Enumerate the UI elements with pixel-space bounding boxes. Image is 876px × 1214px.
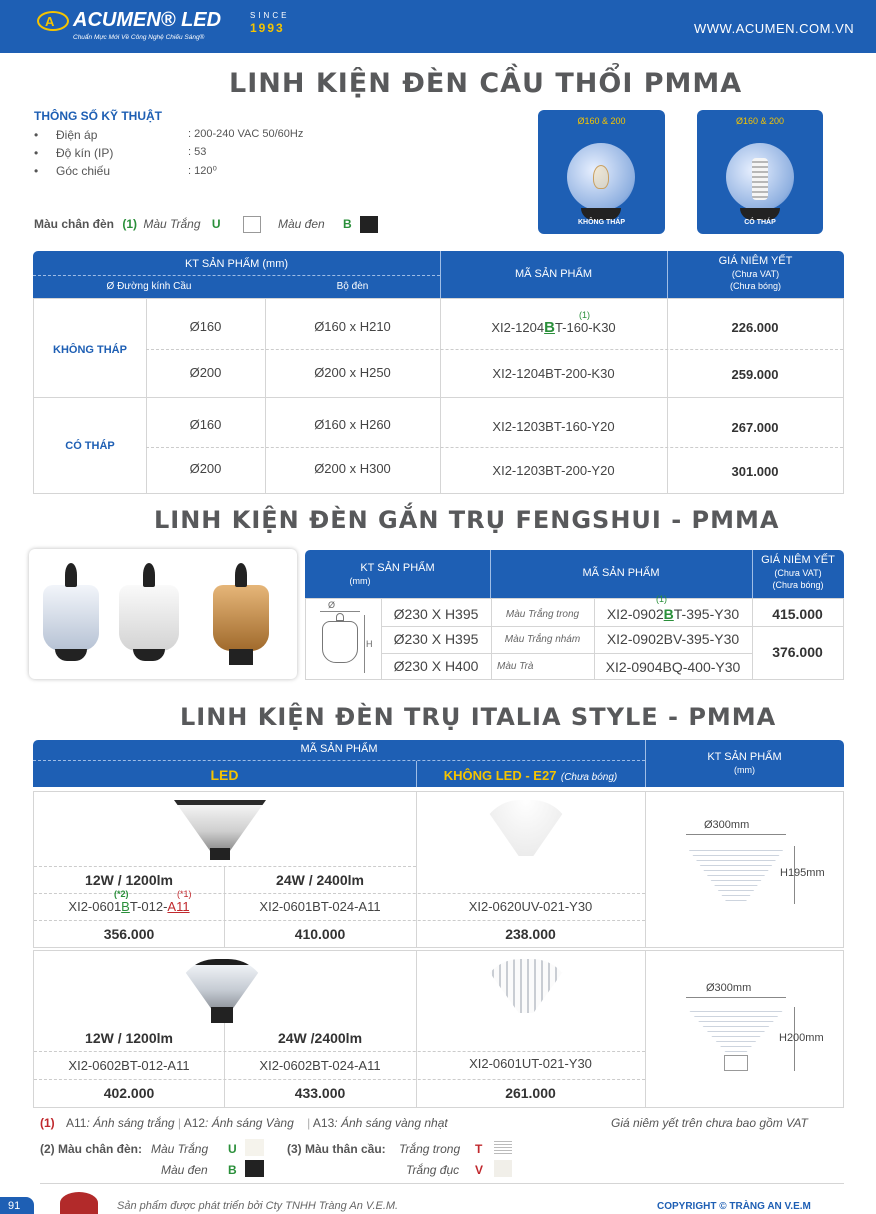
note-clear: Trắng trong: [399, 1142, 461, 1156]
note-light-colors: [40, 1116, 448, 1130]
price-cell: 238.000: [505, 926, 556, 942]
dia-cell: Ø200: [189, 461, 222, 476]
a13-text: : Ánh sáng vàng nhạt: [334, 1116, 448, 1130]
dia-cell: Ø200: [189, 365, 222, 380]
led-header: LED: [210, 767, 239, 783]
header-dash: [33, 275, 440, 276]
noled-lamp-icon: [480, 800, 572, 856]
note-black: Màu đen: [161, 1163, 208, 1177]
noled-sub: (Chưa bóng): [560, 772, 618, 783]
lamp-amber-icon: [213, 585, 269, 651]
note-ref: (1): [40, 1116, 55, 1130]
section1-title: LINH KIỆN ĐÈN CẦU THỔI PMMA: [229, 68, 743, 99]
footer-line: [40, 1183, 844, 1184]
lamp-clear-icon: [43, 585, 99, 651]
note-base-color: (2) Màu chân đèn:: [40, 1142, 143, 1156]
price-cell: 410.000: [294, 926, 346, 942]
size-cell: Ø230 X H395: [393, 606, 479, 622]
code-note: (*1): [177, 889, 192, 899]
lamp-base-icon: [229, 649, 253, 665]
size-cell: Ø230 X H400: [393, 658, 479, 674]
table1-body: [33, 298, 844, 494]
header-dash: [33, 760, 645, 761]
dia-line: [686, 997, 786, 998]
lamp-base-icon: [210, 848, 230, 860]
a12-text: : Ánh sáng Vàng: [205, 1116, 294, 1130]
header-divider: [645, 740, 646, 787]
product-photo-globe-no-tower: [538, 110, 665, 234]
size-cell: Ø160 x H260: [314, 417, 391, 432]
note-body-color: (3) Màu thân cầu:: [287, 1142, 386, 1156]
row-dash: [146, 447, 843, 448]
a13-code: A13: [312, 1116, 335, 1130]
price-cell: 415.000: [772, 606, 823, 622]
lamp-base-icon: [133, 649, 165, 661]
bulb-icon: [593, 165, 609, 189]
note-opaque-code: V: [475, 1163, 484, 1177]
size-cell: Ø230 X H395: [393, 631, 479, 647]
row-line: [34, 397, 843, 398]
spec-row: [34, 164, 434, 182]
white-swatch: [243, 216, 261, 233]
price-cell: 356.000: [103, 926, 155, 942]
note-white-code: U: [228, 1142, 237, 1156]
since-year: 1993: [250, 21, 285, 35]
cone-outline-icon: [686, 846, 786, 904]
row-line: [381, 626, 843, 627]
col-line: [416, 792, 417, 947]
code-cell: XI2-0602BT-012-A11: [68, 1058, 190, 1073]
fengshui-photo: [29, 549, 297, 679]
bullet-icon: •: [34, 128, 39, 142]
size-cell: Ø200 x H250: [314, 365, 391, 380]
price-header: GIÁ NIÊM YẾT: [718, 255, 793, 267]
price-cell: 402.000: [103, 1085, 155, 1101]
lamp-frosted-icon: [119, 585, 179, 651]
lamp-base-icon: [211, 1007, 233, 1023]
black-swatch: [245, 1160, 264, 1177]
white-label: Màu Trắng: [143, 217, 201, 231]
tower-bulb-icon: [752, 158, 768, 200]
black-code: B: [343, 217, 352, 231]
lantern-outline-icon: [322, 621, 358, 663]
height-line: [364, 615, 365, 673]
code-part: XI2-0902: [606, 606, 664, 622]
lamp-finial-icon: [143, 563, 155, 587]
a12-code: A12: [183, 1116, 206, 1130]
price-cell: 261.000: [505, 1085, 556, 1101]
post-outline-icon: [724, 1055, 748, 1071]
code-header: MÃ SẢN PHẨM: [514, 268, 592, 280]
color-cell: Màu Trắng nhám: [504, 634, 581, 645]
copyright: COPYRIGHT © TRÀNG AN V.E.M: [657, 1201, 811, 1212]
base-color-label: Màu chân đèn: [34, 217, 115, 231]
code-part: T-012-: [129, 899, 168, 914]
separator: |: [177, 1116, 182, 1130]
code-part: XI2-1204: [491, 320, 545, 335]
code-cell: XI2-0620UV-021-Y30: [468, 899, 593, 914]
lantern-top-icon: [336, 613, 344, 621]
spec-value: : 200-240 VAC 50/60Hz: [188, 128, 304, 140]
code-note: (1): [579, 310, 590, 320]
brand-name: ACUMEN® LED: [73, 9, 222, 31]
led-lamp-cone-icon: [174, 800, 266, 852]
black-label: Màu đen: [278, 217, 325, 231]
dim-h-label: H195mm: [780, 867, 825, 879]
lamp-finial-icon: [235, 563, 247, 587]
kt-header: KT SẢN PHẨM: [707, 751, 782, 763]
spec-value: : 120⁰: [188, 165, 217, 177]
diameter-label: Ø: [328, 600, 336, 610]
price-cell: 376.000: [772, 644, 823, 660]
product-photo-globe-tower: [697, 110, 823, 234]
noled-header: [416, 767, 645, 785]
dimension-diagram: [314, 599, 374, 679]
dia-line: [686, 834, 786, 835]
section3-title: LINH KIỆN ĐÈN TRỤ ITALIA STYLE - PMMA: [180, 703, 777, 731]
price-sub2: (Chưa bóng): [729, 281, 782, 291]
code-cell: XI2-1204BT-200-K30: [492, 366, 615, 381]
spec-row: [34, 146, 434, 164]
spec-title: THÔNG SỐ KỸ THUẬT: [34, 109, 162, 123]
note-white: Màu Trắng: [151, 1142, 209, 1156]
kt-header: KT SẢN PHẨM: [360, 562, 435, 574]
dim-h-label: H200mm: [779, 1032, 824, 1044]
photo-size-label: Ø160 & 200: [577, 116, 626, 126]
col-line: [645, 792, 646, 947]
since-label: SINCE: [250, 11, 290, 20]
led-lamp-post-icon: [176, 959, 268, 1011]
lamp-base-icon: [55, 649, 87, 661]
code-note: (1): [656, 594, 667, 604]
bullet-icon: •: [34, 164, 39, 178]
table2-body: [305, 594, 844, 680]
base-color-legend: [34, 217, 221, 231]
dim-dia-label: Ø300mm: [704, 819, 750, 831]
code-cell: XI2-0602BT-024-A11: [259, 1058, 381, 1073]
color-cell: Màu Trắng trong: [505, 609, 580, 620]
code-cell: XI2-0904BQ-400-Y30: [605, 659, 741, 675]
row-dash: [34, 1079, 645, 1080]
code-part: XI2-0601: [68, 899, 122, 914]
size-cell: Ø160 x H210: [314, 319, 391, 334]
lotus-logo-icon: [60, 1192, 98, 1214]
opaque-swatch: [494, 1160, 512, 1177]
table3-header: [33, 740, 844, 787]
brand-tagline: Chuẩn Mực Mới Về Công Nghệ Chiếu Sáng®: [73, 34, 205, 41]
note-opaque: Trắng đục: [406, 1163, 460, 1177]
clear-swatch: [494, 1139, 512, 1156]
spec-label: Điện áp: [56, 128, 98, 142]
code-cell: XI2-1203BT-200-Y20: [492, 463, 615, 478]
code-cell: [594, 606, 752, 622]
separator: |: [307, 1116, 311, 1130]
page-header: [0, 0, 876, 53]
col-line: [416, 951, 417, 1107]
code-cell: [440, 319, 667, 336]
code-header: MÃ SẢN PHẨM: [300, 743, 378, 755]
code-cell: XI2-0601BT-024-A11: [259, 899, 381, 914]
code-variant: B: [121, 899, 130, 914]
code-note: (*2): [114, 889, 129, 899]
code-cell: XI2-1203BT-160-Y20: [492, 419, 615, 434]
white-code: U: [211, 217, 221, 231]
code-cell: [34, 899, 224, 914]
price-sub1: (Chưa VAT): [731, 269, 780, 279]
code-part: T-395-Y30: [673, 606, 740, 622]
note-clear-code: T: [475, 1142, 483, 1156]
cone-outline-icon: [686, 1007, 786, 1055]
kt-unit: (mm): [734, 765, 755, 775]
code-header: MÃ SẢN PHẨM: [582, 567, 660, 579]
bullet-icon: •: [34, 146, 39, 160]
wattage-cell: 12W / 1200lm: [85, 1030, 173, 1046]
website-link[interactable]: WWW.ACUMEN.COM.VN: [694, 21, 855, 36]
table2-header: [305, 550, 844, 598]
white-swatch: [245, 1139, 264, 1156]
diameter-line: [320, 611, 360, 612]
code-cell: XI2-0902BV-395-Y30: [606, 631, 740, 647]
footer-text: Sản phẩm được phát triển bởi Cty TNHH Tràng An V.E.M.: [117, 1200, 399, 1212]
brand-logo-mark: A: [45, 14, 55, 29]
section2-title: LINH KIỆN ĐÈN GẮN TRỤ FENGSHUI - PMMA: [154, 506, 780, 534]
a11-text: : Ánh sáng trắng: [86, 1116, 175, 1130]
price-cell: 259.000: [731, 367, 779, 382]
wattage-cell: 12W / 1200lm: [85, 872, 173, 888]
size-cell: Ø200 x H300: [314, 461, 391, 476]
page-number: 91: [8, 1200, 21, 1212]
dia-cell: Ø160: [189, 319, 222, 334]
row-line: [381, 653, 752, 654]
height-label: H: [366, 639, 373, 649]
price-cell: 267.000: [731, 420, 779, 435]
group-name: KHÔNG THÁP: [53, 344, 127, 356]
price-sub1: (Chưa VAT): [774, 568, 822, 578]
price-cell: 433.000: [294, 1085, 346, 1101]
price-cell: 226.000: [731, 320, 779, 335]
photo-size-label: Ø160 & 200: [735, 116, 785, 126]
table1-header: [33, 251, 844, 298]
row-dash: [146, 349, 843, 350]
dim-dia-label: Ø300mm: [706, 982, 752, 994]
noled-label: KHÔNG LED - E27: [443, 768, 557, 783]
row-dash: [34, 866, 416, 867]
spec-label: Độ kín (IP): [56, 146, 114, 160]
kt-header: KT SẢN PHẨM (mm): [184, 258, 289, 270]
code-variant: B: [663, 606, 674, 622]
wattage-cell: 24W / 2400lm: [276, 872, 364, 888]
spec-row: [34, 128, 434, 146]
body-header: Bộ đèn: [336, 281, 369, 292]
price-sub2: (Chưa bóng): [772, 580, 824, 590]
note-black-code: B: [228, 1163, 237, 1177]
lamp-finial-icon: [65, 563, 77, 587]
table3-block1: [33, 791, 844, 948]
noled-lamp-ribbed-icon: [480, 959, 572, 1013]
wattage-cell: 24W /2400lm: [277, 1030, 363, 1046]
price-cell: 301.000: [731, 464, 779, 479]
code-light: A11: [167, 899, 190, 914]
row-dash: [34, 1051, 645, 1052]
spec-label: Góc chiếu: [56, 164, 111, 178]
col-line: [645, 951, 646, 1107]
note-ref: (1): [122, 217, 138, 231]
black-swatch: [360, 216, 378, 233]
a11-code: A11: [66, 1116, 87, 1130]
vat-note: Giá niêm yết trên chưa bao gồm VAT: [611, 1116, 808, 1130]
price-header: GIÁ NIÊM YẾT: [761, 554, 835, 566]
color-cell: Màu Trà: [497, 661, 534, 672]
spec-list: [34, 128, 434, 182]
row-dash: [34, 920, 645, 921]
photo-caption: CÓ THÁP: [744, 219, 776, 226]
table3-block2: [33, 950, 844, 1108]
photo-caption: KHÔNG THÁP: [577, 219, 626, 226]
group-name: CÓ THÁP: [65, 440, 115, 452]
code-part: T-160-K30: [554, 320, 616, 335]
spec-value: : 53: [188, 146, 207, 158]
dia-header: Ø Đường kính Cầu: [106, 281, 192, 292]
kt-unit: (mm): [349, 576, 371, 586]
code-cell: XI2-0601UT-021-Y30: [469, 1056, 592, 1071]
code-variant: B: [544, 319, 555, 336]
dia-cell: Ø160: [189, 417, 222, 432]
